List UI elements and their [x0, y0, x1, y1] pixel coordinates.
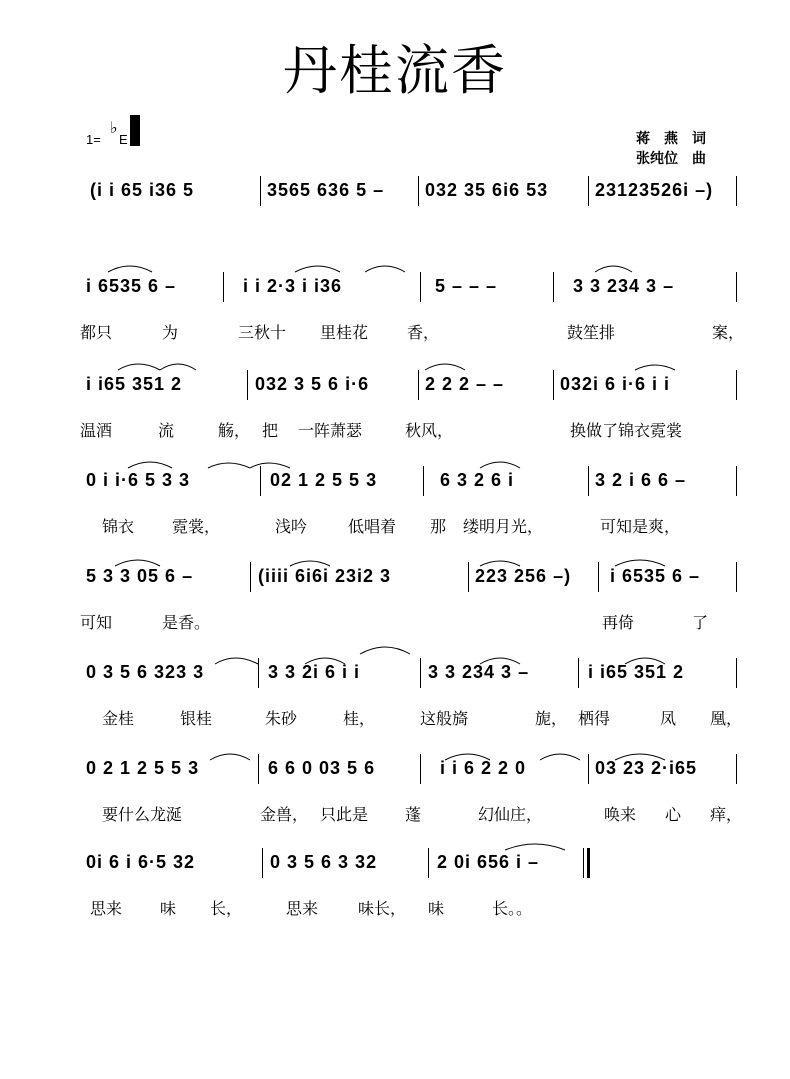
lyric-word: 心	[665, 805, 682, 824]
bar-line	[420, 658, 421, 688]
lyricist-credit: 蒋 燕 词	[636, 130, 706, 146]
final-bar-thin	[583, 848, 584, 878]
bar-line	[588, 176, 589, 206]
lyric-word: 案，	[712, 323, 745, 342]
notation-line	[80, 470, 740, 498]
measure-notes: 223 256 –)	[475, 566, 572, 586]
lyric-word: 缕明月光，	[463, 517, 544, 536]
measure-notes: 02 1 2 5 5 3	[270, 470, 378, 490]
bar-line	[247, 370, 248, 400]
lyric-word: 味长，	[358, 899, 407, 918]
notation-line	[80, 566, 740, 594]
bar-line	[260, 176, 261, 206]
lyric-word: 鼓笙排	[567, 323, 616, 342]
notation-line	[80, 374, 740, 402]
notation-line	[80, 662, 740, 690]
bar-line	[418, 176, 419, 206]
measure-notes: 3565 636 5 –	[267, 180, 385, 200]
bar-line	[260, 466, 261, 496]
lyric-word: 是香。	[162, 613, 211, 632]
lyric-word: 觞，	[218, 421, 251, 440]
lyric-word: 凤	[660, 709, 677, 728]
key-signature	[86, 118, 166, 158]
lyric-word: 旎，	[535, 709, 568, 728]
lyric-word: 流	[158, 421, 175, 440]
lyric-word: 长。。	[492, 899, 533, 918]
measure-notes: 2 2 2 – –	[425, 374, 505, 394]
lyric-word: 栖得	[578, 709, 611, 728]
key-prefix: 1=	[86, 132, 101, 147]
lyric-word: 要什么龙涎	[102, 805, 183, 824]
bar-line	[258, 658, 259, 688]
bar-line	[553, 370, 554, 400]
lyric-word: 锦衣	[102, 517, 135, 536]
bar-line	[250, 562, 251, 592]
meter-divider	[130, 115, 140, 146]
lyric-word: 银桂	[180, 709, 213, 728]
lyric-word: 痒，	[710, 805, 743, 824]
bar-line	[736, 562, 737, 592]
bar-line	[423, 466, 424, 496]
bar-line	[736, 754, 737, 784]
lyric-word: 思来	[90, 899, 123, 918]
bar-line	[736, 658, 737, 688]
bar-line	[420, 272, 421, 302]
bar-line	[553, 272, 554, 302]
measure-notes: i i65 351 2	[588, 662, 685, 682]
measure-notes: (iiii 6i6i 23i2 3	[258, 566, 392, 586]
lyric-word: 凰，	[710, 709, 743, 728]
measure-notes: 3 3 234 3 –	[428, 662, 530, 682]
lyric-word: 香，	[407, 323, 440, 342]
lyric-word: 里桂花	[320, 323, 369, 342]
bar-line	[736, 466, 737, 496]
bar-line	[428, 848, 429, 878]
bar-line	[223, 272, 224, 302]
bar-line	[258, 754, 259, 784]
measure-notes: 0 3 5 6 323 3	[86, 662, 205, 682]
measure-notes: 3 3 2i 6 i i	[268, 662, 361, 682]
lyric-word: 秋风，	[405, 421, 454, 440]
lyric-word: 换做了锦衣霓裳	[570, 421, 683, 440]
lyric-word: 味	[160, 899, 177, 918]
bar-line	[598, 562, 599, 592]
measure-notes: 0 i i·6 5 3 3	[86, 470, 191, 490]
measure-notes: (i i 65 i36 5	[90, 180, 195, 200]
measure-notes: 3 2 i 6 6 –	[595, 470, 687, 490]
lyric-word: 幻仙庄，	[478, 805, 543, 824]
final-bar-thick	[587, 848, 590, 878]
bar-line	[262, 848, 263, 878]
measure-notes: 3 3 234 3 –	[573, 276, 675, 296]
bar-line	[418, 370, 419, 400]
notation-line	[80, 276, 740, 304]
lyric-word: 三秋十	[238, 323, 287, 342]
measure-notes: 2 0i 656 i –	[437, 852, 540, 872]
measure-notes: i i 6 2 2 0	[440, 758, 527, 778]
bar-line	[468, 562, 469, 592]
bar-line	[736, 272, 737, 302]
lyric-word: 为	[162, 323, 179, 342]
measure-notes: 0 3 5 6 3 32	[270, 852, 378, 872]
flat-sign: ♭	[110, 120, 118, 137]
measure-notes: 03 23 2·i65	[595, 758, 698, 778]
measure-notes: 032i 6 i·6 i i	[560, 374, 671, 394]
measure-notes: i i 2·3 i i36	[243, 276, 343, 296]
lyric-word: 这般旖	[420, 709, 469, 728]
measure-notes: 032 35 6i6 53	[425, 180, 549, 200]
notation-line	[80, 180, 740, 208]
lyric-word: 思来	[286, 899, 319, 918]
lyric-word: 温酒	[80, 421, 113, 440]
lyric-word: 可知	[80, 613, 113, 632]
bar-line	[588, 466, 589, 496]
lyric-word: 把	[262, 421, 279, 440]
lyric-word: 蓬	[405, 805, 422, 824]
composer-credit: 张纯位 曲	[636, 150, 706, 166]
bar-line	[588, 754, 589, 784]
measure-notes: 6 6 0 03 5 6	[268, 758, 376, 778]
lyric-word: 朱砂	[265, 709, 298, 728]
lyric-word: 长，	[210, 899, 243, 918]
lyric-word: 浅吟	[275, 517, 308, 536]
time-signature	[130, 118, 137, 144]
lyric-word: 了	[692, 613, 709, 632]
measure-notes: 23123526i –)	[595, 180, 714, 200]
lyric-word: 只此是	[320, 805, 369, 824]
lyric-word: 桂，	[343, 709, 376, 728]
measure-notes: i 6535 6 –	[610, 566, 701, 586]
lyric-word: 都只	[80, 323, 113, 342]
measure-notes: 0 2 1 2 5 5 3	[86, 758, 200, 778]
bar-line	[736, 176, 737, 206]
lyric-word: 唤来	[604, 805, 637, 824]
bar-line	[736, 370, 737, 400]
lyric-word: 一阵萧瑟	[298, 421, 363, 440]
lyric-word: 金兽，	[260, 805, 309, 824]
key-note: E	[119, 132, 128, 147]
lyric-word: 霓裳，	[172, 517, 221, 536]
measure-notes: i 6535 6 –	[86, 276, 177, 296]
lyric-word: 味	[428, 899, 445, 918]
lyric-word: 那	[430, 517, 447, 536]
lyric-word: 金桂	[102, 709, 135, 728]
lyric-word: 低唱着	[348, 517, 397, 536]
measure-notes: 032 3 5 6 i·6	[255, 374, 370, 394]
lyric-word: 可知是爽，	[600, 517, 681, 536]
measure-notes: i i65 351 2	[86, 374, 183, 394]
measure-notes: 0i 6 i 6·5 32	[86, 852, 196, 872]
measure-notes: 6 3 2 6 i	[440, 470, 515, 490]
notation-line	[80, 852, 740, 880]
lyric-word: 再倚	[602, 613, 635, 632]
song-title: 丹桂流香	[283, 39, 507, 102]
bar-line	[420, 754, 421, 784]
measure-notes: 5 3 3 05 6 –	[86, 566, 194, 586]
measure-notes: 5 – – –	[435, 276, 498, 296]
bar-line	[578, 658, 579, 688]
notation-line	[80, 758, 740, 786]
